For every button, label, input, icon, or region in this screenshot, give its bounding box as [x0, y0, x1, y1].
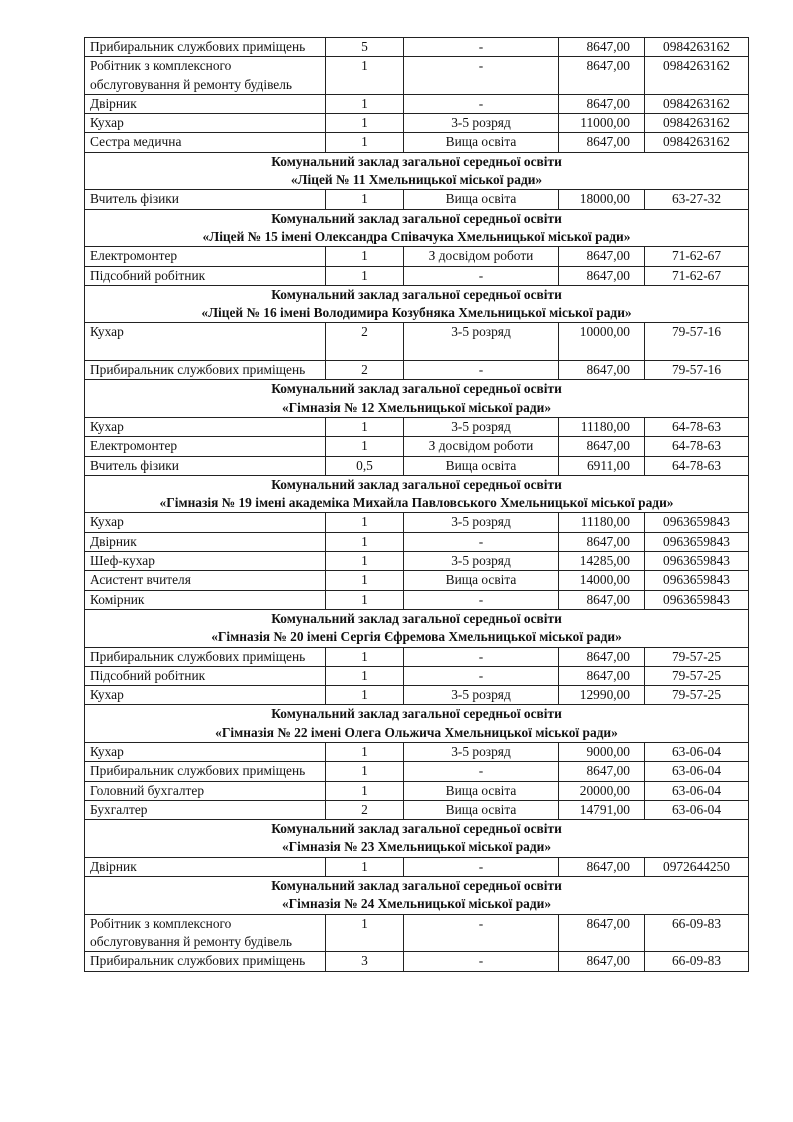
requirement-cell: 3-5 розряд	[404, 417, 559, 436]
salary-cell: 8647,00	[559, 266, 645, 285]
quantity-cell: 1	[326, 114, 404, 133]
salary-cell: 12990,00	[559, 686, 645, 705]
institution-name: «Гімназія № 20 імені Сергія Єфремова Хмельницької міської ради»	[211, 629, 622, 645]
quantity-cell: 1	[326, 914, 404, 952]
institution-header-row	[85, 877, 749, 915]
phone-cell: 0963659843	[645, 590, 749, 609]
vacancy-row	[85, 456, 749, 475]
phone-cell: 0984263162	[645, 94, 749, 113]
requirement-cell: -	[404, 361, 559, 380]
salary-cell: 6911,00	[559, 456, 645, 475]
salary-cell: 8647,00	[559, 94, 645, 113]
requirement-cell: Вища освіта	[404, 456, 559, 475]
institution-header-row	[85, 475, 749, 513]
vacancy-row	[85, 94, 749, 113]
phone-cell: 79-57-16	[645, 361, 749, 380]
institution-name: «Ліцей № 15 імені Олександра Співачука Хмельницької міської ради»	[202, 228, 631, 244]
phone-cell: 64-78-63	[645, 437, 749, 456]
salary-cell: 9000,00	[559, 742, 645, 761]
salary-cell: 8647,00	[559, 361, 645, 380]
quantity-cell: 1	[326, 133, 404, 152]
phone-cell: 0972644250	[645, 857, 749, 876]
quantity-cell: 1	[326, 437, 404, 456]
salary-cell: 8647,00	[559, 952, 645, 971]
requirement-cell: Вища освіта	[404, 781, 559, 800]
salary-cell: 11180,00	[559, 417, 645, 436]
institution-type: Комунальний заклад загальної середньої освіти	[271, 878, 562, 894]
quantity-cell: 5	[326, 38, 404, 57]
quantity-cell: 1	[326, 513, 404, 532]
vacancy-row	[85, 57, 749, 95]
institution-name: «Ліцей № 16 імені Володимира Козубняка Хмельницької міської ради»	[201, 305, 632, 321]
institution-type: Комунальний заклад загальної середньої освіти	[271, 706, 562, 722]
institution-header	[85, 380, 749, 418]
requirement-cell: -	[404, 266, 559, 285]
institution-type: Комунальний заклад загальної середньої освіти	[271, 610, 562, 626]
requirement-cell: -	[404, 647, 559, 666]
position-cell: Прибиральник службових приміщень	[85, 38, 326, 57]
position-cell: Асистент вчителя	[85, 571, 326, 590]
vacancy-row	[85, 742, 749, 761]
requirement-cell: З досвідом роботи	[404, 247, 559, 266]
quantity-cell: 1	[326, 532, 404, 551]
institution-name: «Гімназія № 23 Хмельницької міської ради»	[281, 839, 552, 855]
vacancy-row	[85, 552, 749, 571]
position-cell: Кухар	[85, 686, 326, 705]
vacancy-row	[85, 323, 749, 361]
quantity-cell: 1	[326, 247, 404, 266]
vacancy-table-body	[85, 38, 749, 972]
salary-cell: 10000,00	[559, 323, 645, 361]
phone-cell: 79-57-16	[645, 323, 749, 361]
institution-header-row	[85, 285, 749, 323]
phone-cell: 0963659843	[645, 513, 749, 532]
position-cell: Робітник з комплексного обслуговування й ремонту будівель	[85, 914, 326, 952]
institution-header	[85, 609, 749, 647]
vacancy-row	[85, 781, 749, 800]
phone-cell: 64-78-63	[645, 456, 749, 475]
phone-cell: 63-06-04	[645, 762, 749, 781]
institution-header-row	[85, 209, 749, 247]
vacancy-row	[85, 647, 749, 666]
requirement-cell: 3-5 розряд	[404, 742, 559, 761]
position-cell: Комірник	[85, 590, 326, 609]
salary-cell: 8647,00	[559, 914, 645, 952]
salary-cell: 14000,00	[559, 571, 645, 590]
position-cell: Підсобний робітник	[85, 666, 326, 685]
position-cell: Вчитель фізики	[85, 456, 326, 475]
position-cell: Кухар	[85, 513, 326, 532]
vacancy-row	[85, 247, 749, 266]
institution-name: «Гімназія № 19 імені академіка Михайла Павловського Хмельницької міської ради»	[159, 495, 674, 511]
position-cell: Електромонтер	[85, 437, 326, 456]
vacancy-table	[84, 37, 749, 972]
salary-cell: 8647,00	[559, 590, 645, 609]
salary-cell: 8647,00	[559, 666, 645, 685]
institution-type: Комунальний заклад загальної середньої освіти	[271, 476, 562, 492]
institution-type: Комунальний заклад загальної середньої освіти	[271, 381, 562, 397]
phone-cell: 0963659843	[645, 552, 749, 571]
requirement-cell: -	[404, 857, 559, 876]
requirement-cell: 3-5 розряд	[404, 323, 559, 361]
salary-cell: 8647,00	[559, 437, 645, 456]
salary-cell: 20000,00	[559, 781, 645, 800]
institution-header-row	[85, 152, 749, 190]
salary-cell: 11180,00	[559, 513, 645, 532]
phone-cell: 0984263162	[645, 114, 749, 133]
institution-header-row	[85, 705, 749, 743]
phone-cell: 0984263162	[645, 38, 749, 57]
institution-header-row	[85, 609, 749, 647]
salary-cell: 11000,00	[559, 114, 645, 133]
phone-cell: 66-09-83	[645, 914, 749, 952]
quantity-cell: 1	[326, 94, 404, 113]
phone-cell: 71-62-67	[645, 266, 749, 285]
quantity-cell: 2	[326, 323, 404, 361]
salary-cell: 8647,00	[559, 762, 645, 781]
vacancy-row	[85, 437, 749, 456]
quantity-cell: 0,5	[326, 456, 404, 475]
salary-cell: 8647,00	[559, 57, 645, 95]
institution-name: «Гімназія № 24 Хмельницької міської ради»	[281, 896, 552, 912]
institution-header	[85, 820, 749, 858]
requirement-cell: -	[404, 762, 559, 781]
position-cell: Кухар	[85, 114, 326, 133]
vacancy-row	[85, 38, 749, 57]
position-cell: Вчитель фізики	[85, 190, 326, 209]
vacancy-row	[85, 532, 749, 551]
position-cell: Прибиральник службових приміщень	[85, 647, 326, 666]
requirement-cell: Вища освіта	[404, 133, 559, 152]
quantity-cell: 2	[326, 800, 404, 819]
phone-cell: 63-06-04	[645, 800, 749, 819]
position-cell: Бухгалтер	[85, 800, 326, 819]
requirement-cell: З досвідом роботи	[404, 437, 559, 456]
institution-header	[85, 285, 749, 323]
vacancy-row	[85, 590, 749, 609]
phone-cell: 0963659843	[645, 571, 749, 590]
phone-cell: 0984263162	[645, 133, 749, 152]
position-cell: Кухар	[85, 417, 326, 436]
vacancy-row	[85, 952, 749, 971]
institution-name: «Гімназія № 12 Хмельницької міської ради»	[281, 399, 552, 415]
phone-cell: 63-27-32	[645, 190, 749, 209]
requirement-cell: -	[404, 914, 559, 952]
position-cell: Двірник	[85, 532, 326, 551]
position-cell: Прибиральник службових приміщень	[85, 762, 326, 781]
vacancy-row	[85, 133, 749, 152]
requirement-cell: -	[404, 38, 559, 57]
salary-cell: 14791,00	[559, 800, 645, 819]
phone-cell: 71-62-67	[645, 247, 749, 266]
institution-name: «Гімназія № 22 імені Олега Ольжича Хмельницької міської ради»	[215, 724, 618, 740]
institution-type: Комунальний заклад загальної середньої освіти	[271, 821, 562, 837]
quantity-cell: 1	[326, 552, 404, 571]
position-cell: Кухар	[85, 742, 326, 761]
salary-cell: 8647,00	[559, 647, 645, 666]
phone-cell: 64-78-63	[645, 417, 749, 436]
quantity-cell: 1	[326, 781, 404, 800]
institution-type: Комунальний заклад загальної середньої освіти	[271, 153, 562, 169]
salary-cell: 8647,00	[559, 38, 645, 57]
position-cell: Прибиральник службових приміщень	[85, 952, 326, 971]
phone-cell: 79-57-25	[645, 666, 749, 685]
quantity-cell: 1	[326, 417, 404, 436]
vacancy-row	[85, 686, 749, 705]
phone-cell: 79-57-25	[645, 647, 749, 666]
salary-cell: 8647,00	[559, 247, 645, 266]
vacancy-row	[85, 666, 749, 685]
salary-cell: 8647,00	[559, 133, 645, 152]
institution-header-row	[85, 820, 749, 858]
institution-type: Комунальний заклад загальної середньої освіти	[271, 210, 562, 226]
position-cell: Двірник	[85, 857, 326, 876]
requirement-cell: Вища освіта	[404, 571, 559, 590]
institution-header	[85, 152, 749, 190]
requirement-cell: -	[404, 952, 559, 971]
requirement-cell: -	[404, 94, 559, 113]
requirement-cell: Вища освіта	[404, 800, 559, 819]
position-cell: Робітник з комплексного обслуговування й ремонту будівель	[85, 57, 326, 95]
requirement-cell: -	[404, 57, 559, 95]
quantity-cell: 1	[326, 571, 404, 590]
vacancy-row	[85, 914, 749, 952]
institution-header-row	[85, 380, 749, 418]
institution-header	[85, 475, 749, 513]
institution-type: Комунальний заклад загальної середньої освіти	[271, 286, 562, 302]
institution-header	[85, 877, 749, 915]
quantity-cell: 1	[326, 666, 404, 685]
vacancy-row	[85, 513, 749, 532]
vacancy-row	[85, 857, 749, 876]
position-cell: Електромонтер	[85, 247, 326, 266]
requirement-cell: Вища освіта	[404, 190, 559, 209]
quantity-cell: 1	[326, 762, 404, 781]
salary-cell: 18000,00	[559, 190, 645, 209]
quantity-cell: 2	[326, 361, 404, 380]
quantity-cell: 1	[326, 57, 404, 95]
quantity-cell: 1	[326, 742, 404, 761]
vacancy-row	[85, 114, 749, 133]
requirement-cell: -	[404, 666, 559, 685]
quantity-cell: 1	[326, 590, 404, 609]
position-cell: Сестра медична	[85, 133, 326, 152]
quantity-cell: 1	[326, 266, 404, 285]
position-cell: Головний бухгалтер	[85, 781, 326, 800]
salary-cell: 8647,00	[559, 532, 645, 551]
salary-cell: 8647,00	[559, 857, 645, 876]
quantity-cell: 1	[326, 647, 404, 666]
vacancy-row	[85, 266, 749, 285]
requirement-cell: 3-5 розряд	[404, 686, 559, 705]
institution-header	[85, 209, 749, 247]
phone-cell: 79-57-25	[645, 686, 749, 705]
phone-cell: 63-06-04	[645, 781, 749, 800]
phone-cell: 63-06-04	[645, 742, 749, 761]
vacancy-row	[85, 190, 749, 209]
phone-cell: 66-09-83	[645, 952, 749, 971]
quantity-cell: 1	[326, 686, 404, 705]
requirement-cell: -	[404, 590, 559, 609]
requirement-cell: 3-5 розряд	[404, 552, 559, 571]
position-cell: Кухар	[85, 323, 326, 361]
vacancy-row	[85, 417, 749, 436]
quantity-cell: 1	[326, 857, 404, 876]
salary-cell: 14285,00	[559, 552, 645, 571]
position-cell: Двірник	[85, 94, 326, 113]
requirement-cell: -	[404, 532, 559, 551]
position-cell: Підсобний робітник	[85, 266, 326, 285]
quantity-cell: 3	[326, 952, 404, 971]
position-cell: Прибиральник службових приміщень	[85, 361, 326, 380]
position-cell: Шеф-кухар	[85, 552, 326, 571]
institution-header	[85, 705, 749, 743]
requirement-cell: 3-5 розряд	[404, 513, 559, 532]
vacancy-row	[85, 361, 749, 380]
requirement-cell: 3-5 розряд	[404, 114, 559, 133]
vacancy-row	[85, 571, 749, 590]
institution-name: «Ліцей № 11 Хмельницької міської ради»	[290, 172, 543, 188]
vacancy-row	[85, 800, 749, 819]
quantity-cell: 1	[326, 190, 404, 209]
vacancy-row	[85, 762, 749, 781]
phone-cell: 0984263162	[645, 57, 749, 95]
phone-cell: 0963659843	[645, 532, 749, 551]
